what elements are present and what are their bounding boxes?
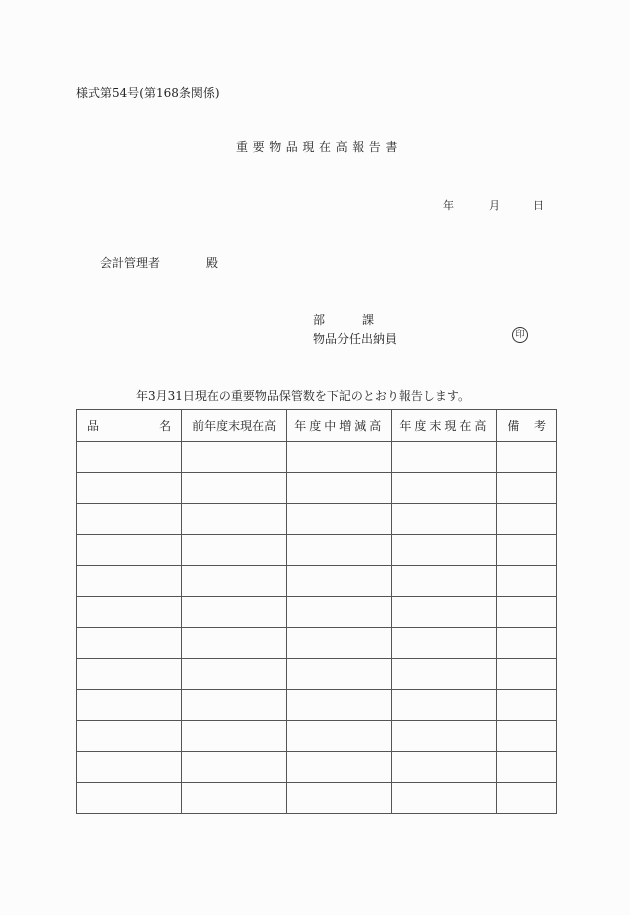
item-name-cell[interactable] (77, 783, 182, 814)
header-item-name-left: 品 (87, 419, 100, 433)
table-row (77, 597, 557, 628)
item-name-cell[interactable] (77, 473, 182, 504)
remarks-cell[interactable] (497, 504, 557, 535)
change-cell[interactable] (287, 783, 392, 814)
remarks-cell[interactable] (497, 597, 557, 628)
table-row (77, 659, 557, 690)
item-name-cell[interactable] (77, 721, 182, 752)
year-end-cell[interactable] (392, 473, 497, 504)
change-cell[interactable] (287, 473, 392, 504)
year-end-cell[interactable] (392, 659, 497, 690)
change-cell[interactable] (287, 566, 392, 597)
year-end-cell[interactable] (392, 566, 497, 597)
prev-year-end-cell[interactable] (182, 721, 287, 752)
year-end-cell[interactable] (392, 535, 497, 566)
change-cell[interactable] (287, 721, 392, 752)
remarks-cell[interactable] (497, 442, 557, 473)
header-remarks-right: 考 (533, 419, 546, 433)
header-item-name (77, 410, 182, 442)
report-statement: 年3月31日現在の重要物品保管数を下記のとおり報告します。 (136, 389, 470, 403)
date-month-field[interactable]: 月 (489, 199, 500, 212)
date-day-field[interactable]: 日 (533, 199, 544, 212)
prev-year-end-cell[interactable] (182, 783, 287, 814)
change-cell[interactable] (287, 690, 392, 721)
officer-title: 物品分任出納員 (313, 332, 398, 346)
date-year-field[interactable]: 年 (443, 199, 454, 212)
change-cell[interactable] (287, 752, 392, 783)
year-end-cell[interactable] (392, 628, 497, 659)
prev-year-end-cell[interactable] (182, 597, 287, 628)
prev-year-end-cell[interactable] (182, 690, 287, 721)
table-row (77, 752, 557, 783)
table-row (77, 628, 557, 659)
table-row (77, 473, 557, 504)
remarks-cell[interactable] (497, 566, 557, 597)
table-header-row (77, 410, 557, 442)
prev-year-end-cell[interactable] (182, 535, 287, 566)
header-remarks-left: 備 (507, 419, 520, 433)
table-row (77, 783, 557, 814)
remarks-cell[interactable] (497, 721, 557, 752)
prev-year-end-cell[interactable] (182, 752, 287, 783)
prev-year-end-cell[interactable] (182, 473, 287, 504)
year-end-cell[interactable] (392, 597, 497, 628)
seal-icon: 印 (512, 327, 528, 343)
remarks-cell[interactable] (497, 752, 557, 783)
year-end-cell[interactable] (392, 783, 497, 814)
addressee: 会計管理者 (100, 256, 161, 270)
year-end-cell[interactable] (392, 690, 497, 721)
honorific: 殿 (206, 256, 219, 270)
year-end-cell[interactable] (392, 721, 497, 752)
remarks-cell[interactable] (497, 690, 557, 721)
section-field[interactable]: 課 (362, 313, 375, 327)
department-field[interactable]: 部 (313, 313, 326, 327)
year-end-cell[interactable] (392, 442, 497, 473)
table-row (77, 442, 557, 473)
prev-year-end-cell[interactable] (182, 504, 287, 535)
header-year-end: 年度末現在高 (392, 410, 497, 442)
header-remarks (497, 410, 557, 442)
prev-year-end-cell[interactable] (182, 566, 287, 597)
year-end-cell[interactable] (392, 752, 497, 783)
header-change-during-year: 年度中増減高 (287, 410, 392, 442)
change-cell[interactable] (287, 628, 392, 659)
change-cell[interactable] (287, 442, 392, 473)
header-item-name-right: 名 (159, 419, 172, 433)
form-number: 様式第54号(第168条関係) (76, 86, 220, 100)
item-name-cell[interactable] (77, 690, 182, 721)
item-name-cell[interactable] (77, 597, 182, 628)
change-cell[interactable] (287, 659, 392, 690)
prev-year-end-cell[interactable] (182, 628, 287, 659)
remarks-cell[interactable] (497, 628, 557, 659)
prev-year-end-cell[interactable] (182, 659, 287, 690)
table-row (77, 690, 557, 721)
year-end-cell[interactable] (392, 504, 497, 535)
table-row (77, 504, 557, 535)
item-name-cell[interactable] (77, 566, 182, 597)
remarks-cell[interactable] (497, 659, 557, 690)
item-name-cell[interactable] (77, 504, 182, 535)
table-row (77, 566, 557, 597)
inventory-table (76, 409, 557, 814)
change-cell[interactable] (287, 535, 392, 566)
item-name-cell[interactable] (77, 659, 182, 690)
item-name-cell[interactable] (77, 628, 182, 659)
item-name-cell[interactable] (77, 752, 182, 783)
prev-year-end-cell[interactable] (182, 442, 287, 473)
remarks-cell[interactable] (497, 535, 557, 566)
remarks-cell[interactable] (497, 473, 557, 504)
table-row (77, 721, 557, 752)
header-prev-year-end: 前年度末現在高 (182, 410, 287, 442)
item-name-cell[interactable] (77, 442, 182, 473)
item-name-cell[interactable] (77, 535, 182, 566)
date-line (443, 197, 544, 213)
change-cell[interactable] (287, 504, 392, 535)
remarks-cell[interactable] (497, 783, 557, 814)
change-cell[interactable] (287, 597, 392, 628)
table-row (77, 535, 557, 566)
document-title: 重要物品現在高報告書 (236, 140, 403, 154)
